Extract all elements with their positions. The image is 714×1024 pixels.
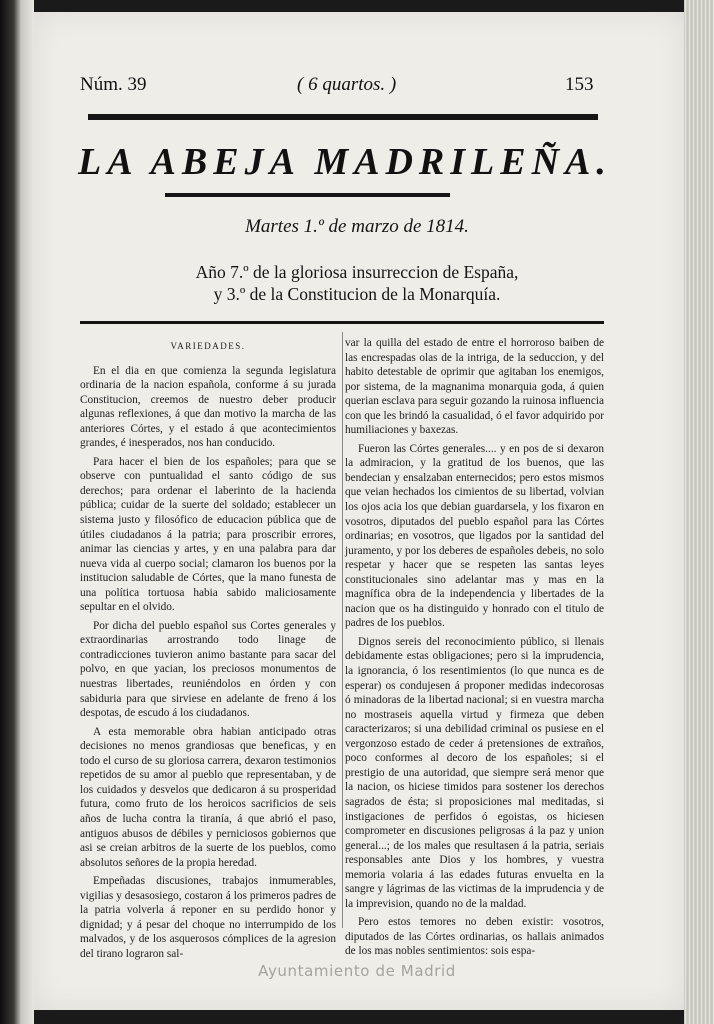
right-column <box>345 336 604 959</box>
adjacent-page-edge <box>0 0 34 1024</box>
paragraph: A esta memorable obra habian anticipado otras decisiones no menos grandiosas que beneficas, y en todo el curso de su gloriosa carrera, dexaron testimonios repetidos de su amor al pueblo que representaban, y de los cuidados y desvelos que dedicaron á su prosperidad futura, como fruto de los heroicos sacrificios de seis años de lucha contra la tiranía, á que abrió el paso, antiguos abusos de débiles y perniciosos gobiernos que asi se creian arbitros de la suerte de los pueblos, como absolutos señores de la propia heredad. <box>80 725 336 869</box>
archive-watermark: Ayuntamiento de Madrid <box>258 962 456 980</box>
paragraph: Por dicha del pueblo español sus Cortes generales y extraordinarias arrostrando todo linage de contradicciones tuvieron animo bastante para sacar del polvo, en que yacian, los preciosos monumentos de nuestras libertades, reuniéndolos en órden y con sabiduria para que sirviese en adelante de freno á los despotas, de escudo á los ciudadanos. <box>80 619 336 720</box>
newspaper-title: LA ABEJA MADRILEÑA. <box>78 141 612 183</box>
left-column <box>80 336 336 961</box>
book-page-edges <box>684 0 714 1024</box>
paragraph: Dignos sereis del reconocimiento público, si llenais debidamente estas obligaciones; pero si la imprudencia, la ignorancia, ó los resentimientos (lo que nunca es de esperar) os condujesen á proponer medidas indecorosas ó minadoras de la libertad nacional; si en vuestra marcha no mostraseis aquella virtud y firmeza que deben caracterizaros; si una debilidad criminal os pusiese en el vergonzoso estado de ceder á pretensiones de extraños, poco conformes al decoro de los españoles; si el prestigio de una autoridad, que siempre será menor que la nacion, os hiciese timidos para sostener los derechos sagrados de ésta; si proposiciones mal meditadas, si instigaciones de perfidos ó egoistas, os hiciesen comprometer en discusiones peligrosas á la paz y union general...; de los males que resultasen á la patria, seriais responsables ante Dios y los hombres, y vuestra memoria volaria á las edades futuras envuelta en la sangre y lágrimas de las victimas de la imprudencia y de la imprevision, quando no de la maldad. <box>345 635 604 910</box>
paragraph: Fueron las Córtes generales.... y en pos de si dexaron la admiracion, y la gratitud de los buenos, que las bendecian y ensalzaban enternecidos; pero estos mismos que veian hechados los cimientos de su libertad, volvian los ojos acia los que debian guardarsela, y los fixaron en vosotros, diputados del pueblo español para las Córtes ordinarias; en vosotros, que ligados por la santidad del juramento, y por los deberes de españoles debeis, no solo respetar y hacer que se respeten las santas leyes constitucionales sino adelantar mas y mas en la magnífica obra de la independencia y libertades de la nacion que os ha distinguido y honrado con el titulo de padres de los pueblos. <box>345 442 604 630</box>
paragraph: En el dia en que comienza la segunda legislatura ordinaria de la nacion española, conforme á su jurada Constitucion, creemos de nuestro deber producir algunas reflexiones, á que dan motivo la marcha de las anteriores Córtes, y el estado á que acontecimientos grandes, é inesperados, nos han conducido. <box>80 364 336 450</box>
section-heading: VARIEDADES. <box>170 341 246 351</box>
issue-number: Núm. 39 <box>80 74 147 95</box>
page-header <box>0 74 714 96</box>
issue-date: Martes 1.º de marzo de 1814. <box>245 216 469 237</box>
title-rule <box>165 193 450 197</box>
paragraph: Empeñadas discusiones, trabajos inmumerables, vigilias y desasosiego, costaron á los primeros padres de la patria volverla á reponer en su perdido honor y dignidad; y á pesar del choque no interrumpido de los malvados, y de los asquerosos cómplices de la agresion del tirano lograron sal- <box>80 875 336 960</box>
paragraph: Pero estos temores no deben existir: vosotros, diputados de las Córtes ordinarias, os hallais animados de los mas nobles sentimientos: sois espa- <box>345 916 604 958</box>
column-divider <box>342 332 343 928</box>
page-number: 153 <box>565 74 594 95</box>
section-rule <box>80 321 604 324</box>
header-rule <box>88 114 598 120</box>
price: ( 6 quartos. ) <box>297 74 397 95</box>
paragraph: Para hacer el bien de los españoles; para que se observe con puntualidad el santo código de sus derechos; para ordenar el laberinto de la hacienda pública; cuidar de la suerte del soldado; establecer un sistema justo y filosófico de educacion pública que de útiles ciudadanos á la patria; para proscribir errores, animar las ciencias y artes, y en una palabra para dar nueva vida al cuerpo social; clamaron los buenos por la institucion saludable de Córtes, que la mano funesta de una política tortuosa habia sabido maliciosamente sepultar en el olvido. <box>80 455 336 614</box>
year-line-1: Año 7.º de la gloriosa insurreccion de España, <box>195 262 519 282</box>
paragraph: var la quilla del estado de entre el horroroso baiben de las encrespadas olas de la intriga, de la seduccion, y del habito detestable de oprimir que agitaban los enemigos, por sistema, de la magnanima monarquia goda, á quien querian esclava para seguir gozando la ruinosa influencia con que les brindó la casualidad, ó el favor adquirido por humiliaciones y baxezas. <box>345 337 604 437</box>
year-line-2: y 3.º de la Constitucion de la Monarquía. <box>213 284 501 304</box>
